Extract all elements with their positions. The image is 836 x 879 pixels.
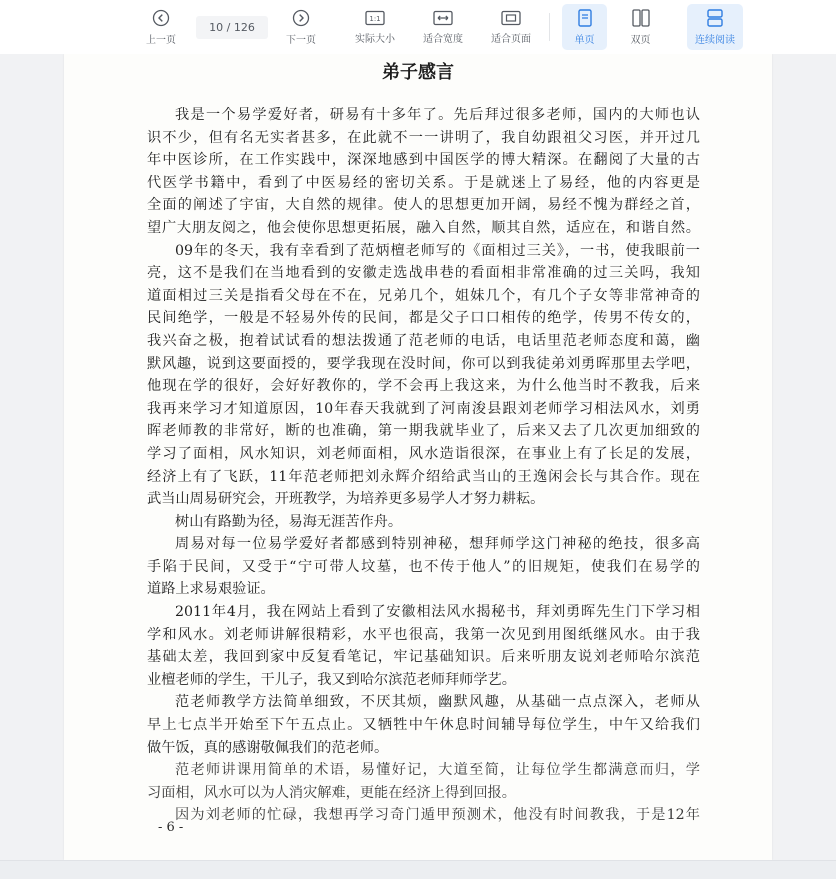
actual-size-button[interactable] [348,4,402,50]
text-line: 做午饭，真的感谢敬佩我们的范老师。 [147,739,389,756]
continuous-read-icon [706,9,724,27]
text-line: 学和风水。刘老师讲解很精彩，水平也很高，我第一次见到用图纸继风水。由于我 [147,626,700,643]
text-line: 他现在学的很好，会好好教你的，学不会再上我这来，为什么他当时不教我，后来 [147,378,700,395]
single-page-icon [577,9,593,27]
text-line: 武当山周易研究会，开班教学，为培养更多易学人才努力耕耘。 [147,491,545,508]
svg-text:1:1: 1:1 [369,14,381,23]
text-line: 我再来学习才知道原因，10年春天我就到了河南浚县跟刘老师学习相法风水，刘勇 [147,400,700,417]
continuous-read-button[interactable] [687,4,743,50]
fit-page-icon [501,10,521,26]
text-line: 我是一个易学爱好者，研易有十多年了。先后拜过很多老师，国内的大师也认 [175,107,700,123]
text-line: 手陷于民间，又受于“宁可带人坟墓，也不传于他人”的旧规矩，使我们在易学的 [147,558,700,575]
text-line: 道面相过三关是指看父母在不在，兄弟几个，姐妹几个，有几个子女等非常神奇的 [147,287,700,304]
text-line: 2011年4月，我在网站上看到了安徽相法风水揭秘书，拜刘勇晖先生门下学习相 [175,604,700,621]
fit-page-label: 适合页面 [491,33,531,45]
text-line: 学习了面相，风水知识，刘老师面相，风水造诣很深，在事业上有了长足的发展， [147,445,700,462]
text-line: 我兴奋之极，抱着试试看的想法拨通了范老师的电话，电话里范老师态度和蔼，幽 [147,332,700,349]
page-number: - 6 - [158,820,184,835]
continuous-read-label: 连续阅读 [695,34,735,46]
text-line: 早上七点半开始至下午五点止。又牺牲中午休息时间辅导每位学生，中午又给我们 [147,717,700,734]
fit-page-button[interactable] [484,4,538,50]
document-page [64,54,772,860]
text-line: 树山有路勤为径，易海无涯苦作舟。 [175,513,403,530]
two-page-icon [632,9,650,27]
text-line: 望广大朋友阅之，他会使你思想更拓展，融入自然，顺其自然，适应在，和谐自然。 [147,219,700,236]
text-line: 09年的冬天，我有幸看到了范炳檀老师写的《面相过三关》，一书，使我眼前一 [175,242,700,259]
text-line: 范老师讲课用简单的术语，易懂好记，大道至简，让每位学生都满意而归，学 [175,762,700,779]
document-viewer[interactable] [0,54,836,860]
next-page-label: 下一页 [286,34,316,46]
fit-width-icon [433,10,453,26]
page-body-text [147,104,700,827]
single-page-label: 单页 [574,34,595,46]
text-line: 范老师教学方法简单细致，不厌其烦，幽默风趣，从基础一点点深入，老师从 [175,694,700,711]
text-line: 识不少，但有名无实者甚多，在此就不一一讲明了，我自幼跟祖父习医，并开过几 [147,129,700,146]
text-line: 基础太差，我回到家中反复看笔记，牢记基础知识。后来听朋友说刘老师哈尔滨范 [147,649,700,666]
text-line: 亮，这不是我们在当地看到的安徽走选战串巷的看面相非常准确的过三关吗，我知 [147,265,700,282]
text-line: 民间绝学，一般是不轻易外传的民间，都是父子口口相传的绝学，传男不传女的， [147,310,700,327]
text-line: 全面的阐述了宇宙，大自然的规律。使人的思想更加开阔，易经不愧为群经之首， [147,197,700,214]
next-page-button[interactable] [280,4,322,50]
text-line: 习面相，风水可以为人消灾解难，更能在经济上得到回报。 [147,784,516,801]
text-line: 年中医诊所，在工作实践中，深深地感到中国医学的博大精深。在翻阅了大量的古 [147,152,700,169]
text-line: 周易对每一位易学爱好者都感到特别神秘，想拜师学这门神秘的绝技，很多高 [175,536,700,553]
single-page-button[interactable] [562,4,607,50]
actual-size-label: 实际大小 [355,33,395,45]
page-title: 弟子感言 [382,62,454,83]
chevron-right-icon [292,9,310,27]
viewer-toolbar [0,0,836,54]
text-line: 代医学书籍中，看到了中医易经的密切关系。于是就迷上了易经，他的内容更是 [147,174,700,191]
two-page-label: 双页 [630,34,651,46]
fit-width-label: 适合宽度 [423,33,463,45]
text-line: 晖老师教的非常好，断的也准确，第一期我就毕业了，后来又去了几次更加细致的 [147,423,700,440]
prev-page-button[interactable] [140,4,182,50]
two-page-button[interactable] [618,4,663,50]
text-line: 业檀老师的学生，干儿子，我又到哈尔滨范老师拜师学艺。 [147,671,516,688]
text-line: 经济上有了飞跃，11年范老师把刘永辉介绍给武当山的王逸闲会长与其合作。现在 [147,468,700,485]
toolbar-divider [549,13,550,41]
text-line: 因为刘老师的忙碌，我想再学习奇门遁甲预测术，他没有时间教我，于是12年 [175,807,700,824]
bottom-status-bar [0,860,836,879]
page-indicator[interactable]: 10 / 126 [196,16,268,39]
prev-page-label: 上一页 [146,34,176,46]
actual-size-icon [365,10,385,26]
text-line: 默风趣，说到这要面授的，要学我现在没时间，你可以到我徒弟刘勇晖那里去学吧， [147,355,700,372]
fit-width-button[interactable] [416,4,470,50]
chevron-left-icon [152,9,170,27]
text-line: 道路上求易艰验证。 [147,581,275,598]
